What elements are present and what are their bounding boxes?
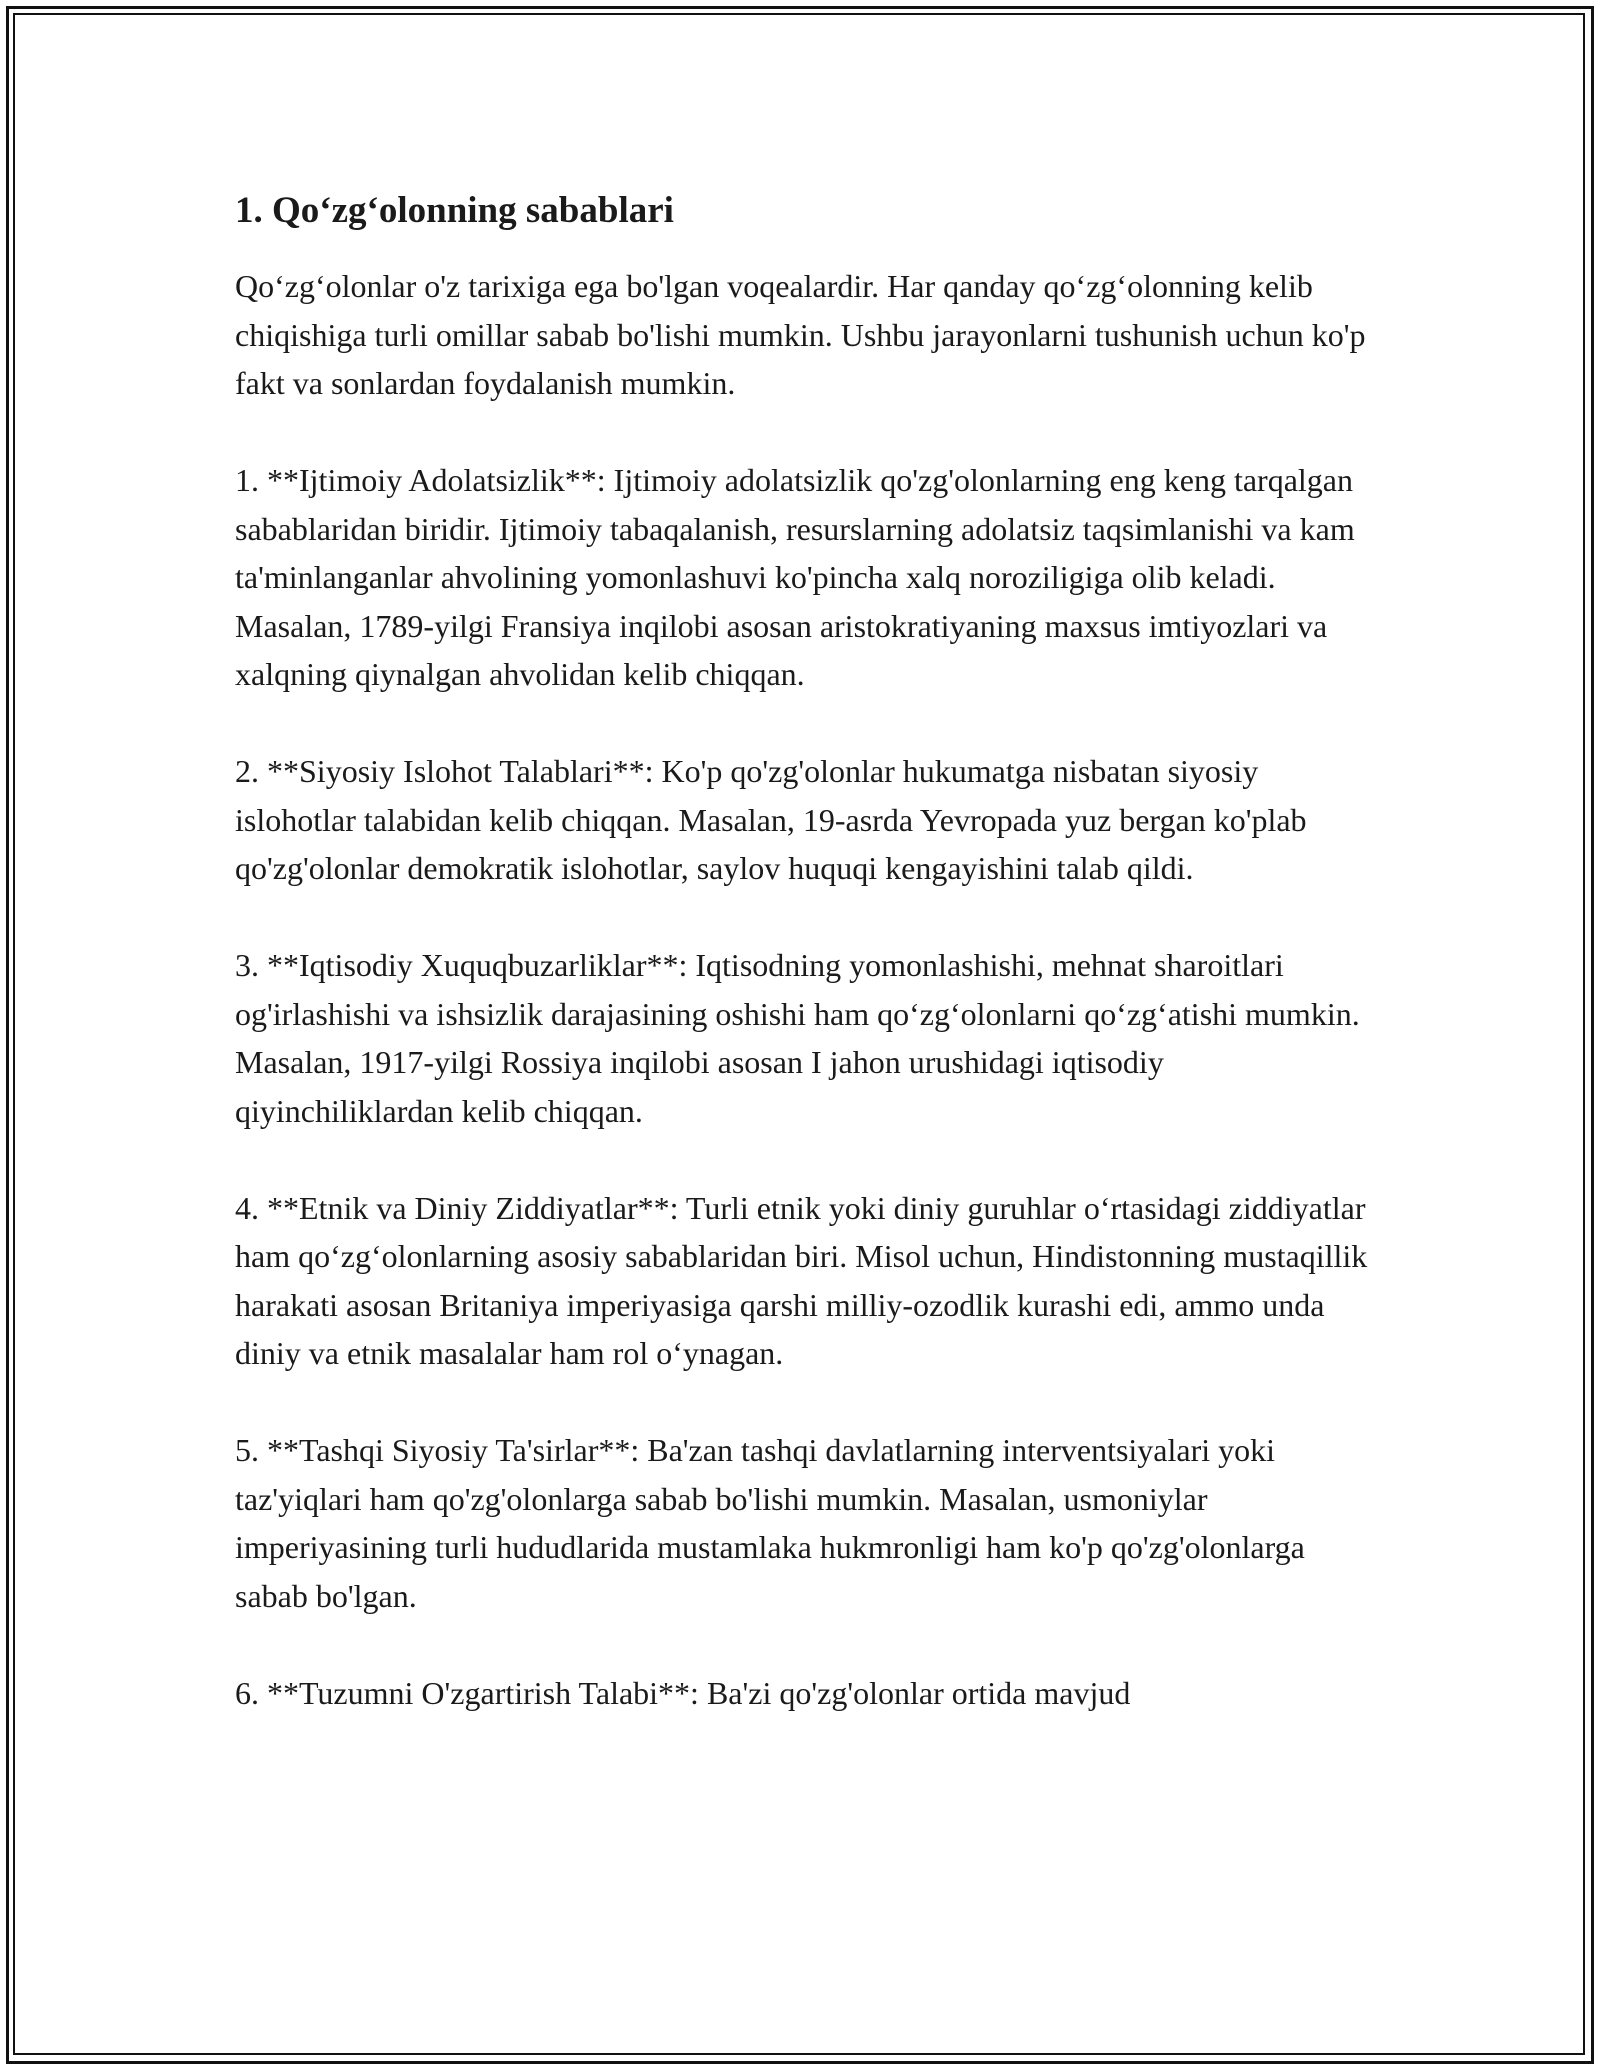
intro-paragraph: Qo‘zg‘olonlar o'z tarixiga ega bo'lgan voqealardir. Har qanday qo‘zg‘olonning kelib chiqishiga turli omillar sabab bo'lishi mumkin. Ushbu jarayonlarni tushunish uchun ko'p fakt va sonlardan foydalanish mumkin. <box>235 268 1366 401</box>
document-title: 1. Qo‘zg‘olonning sabablari <box>235 190 674 231</box>
cause-paragraph-5: 5. **Tashqi Siyosiy Ta'sirlar**: Ba'zan tashqi davlatlarning interventsiyalari yoki taz'yiqlari ham qo'zg'olonlarga sabab bo'lishi mumkin. Masalan, usmoniylar imperiyasining turli hududlarida mustamlaka hukmronligi ham ko'p qo'zg'olonlarga sabab bo'lgan. <box>235 1432 1305 1614</box>
cause-paragraph-6: 6. **Tuzumni O'zgartirish Talabi**: Ba'zi qo'zg'olonlar ortida mavjud <box>235 1674 1131 1711</box>
cause-paragraph-2: 2. **Siyosiy Islohot Talablari**: Ko'p qo'zg'olonlar hukumatga nisbatan siyosiy islohotlar talabidan kelib chiqqan. Masalan, 19-asrda Yevropada yuz bergan ko'plab qo'zg'olonlar demokratik islohotlar, saylov huquqi kengayishini talab qildi. <box>235 753 1307 886</box>
cause-paragraph-4: 4. **Etnik va Diniy Ziddiyatlar**: Turli etnik yoki diniy guruhlar o‘rtasidagi ziddiyatlar ham qo‘zg‘olonlarning asosiy sabablaridan biri. Misol uchun, Hindistonning mustaqillik harakati asosan Britaniya imperiyasiga qarshi milliy-ozodlik kurashi edi, ammo unda diniy va etnik masalalar ham rol o‘ynagan. <box>235 1189 1368 1371</box>
cause-paragraph-1: 1. **Ijtimoiy Adolatsizlik**: Ijtimoiy adolatsizlik qo'zg'olonlarning eng keng tarqalgan sabablaridan biridir. Ijtimoiy tabaqalanish, resurslarning adolatsiz taqsimlanishi va kam ta'minlanganlar ahvolining yomonlashuvi ko'pincha xalq noroziligiga olib keladi. Masalan, 1789-yilgi Fransiya inqilobi asosan aristokratiyaning maxsus imtiyozlari va xalqning qiynalgan ahvolidan kelib chiqqan. <box>235 462 1355 692</box>
cause-paragraph-3: 3. **Iqtisodiy Xuquqbuzarliklar**: Iqtisodning yomonlashishi, mehnat sharoitlari og'irlashishi va ishsizlik darajasining oshishi ham qo‘zg‘olonlarni qo‘zg‘atishi mumkin. Masalan, 1917-yilgi Rossiya inqilobi asosan I jahon urushidagi iqtisodiy qiyinchiliklardan kelib chiqqan. <box>235 947 1360 1129</box>
document-body <box>235 186 1375 1766</box>
